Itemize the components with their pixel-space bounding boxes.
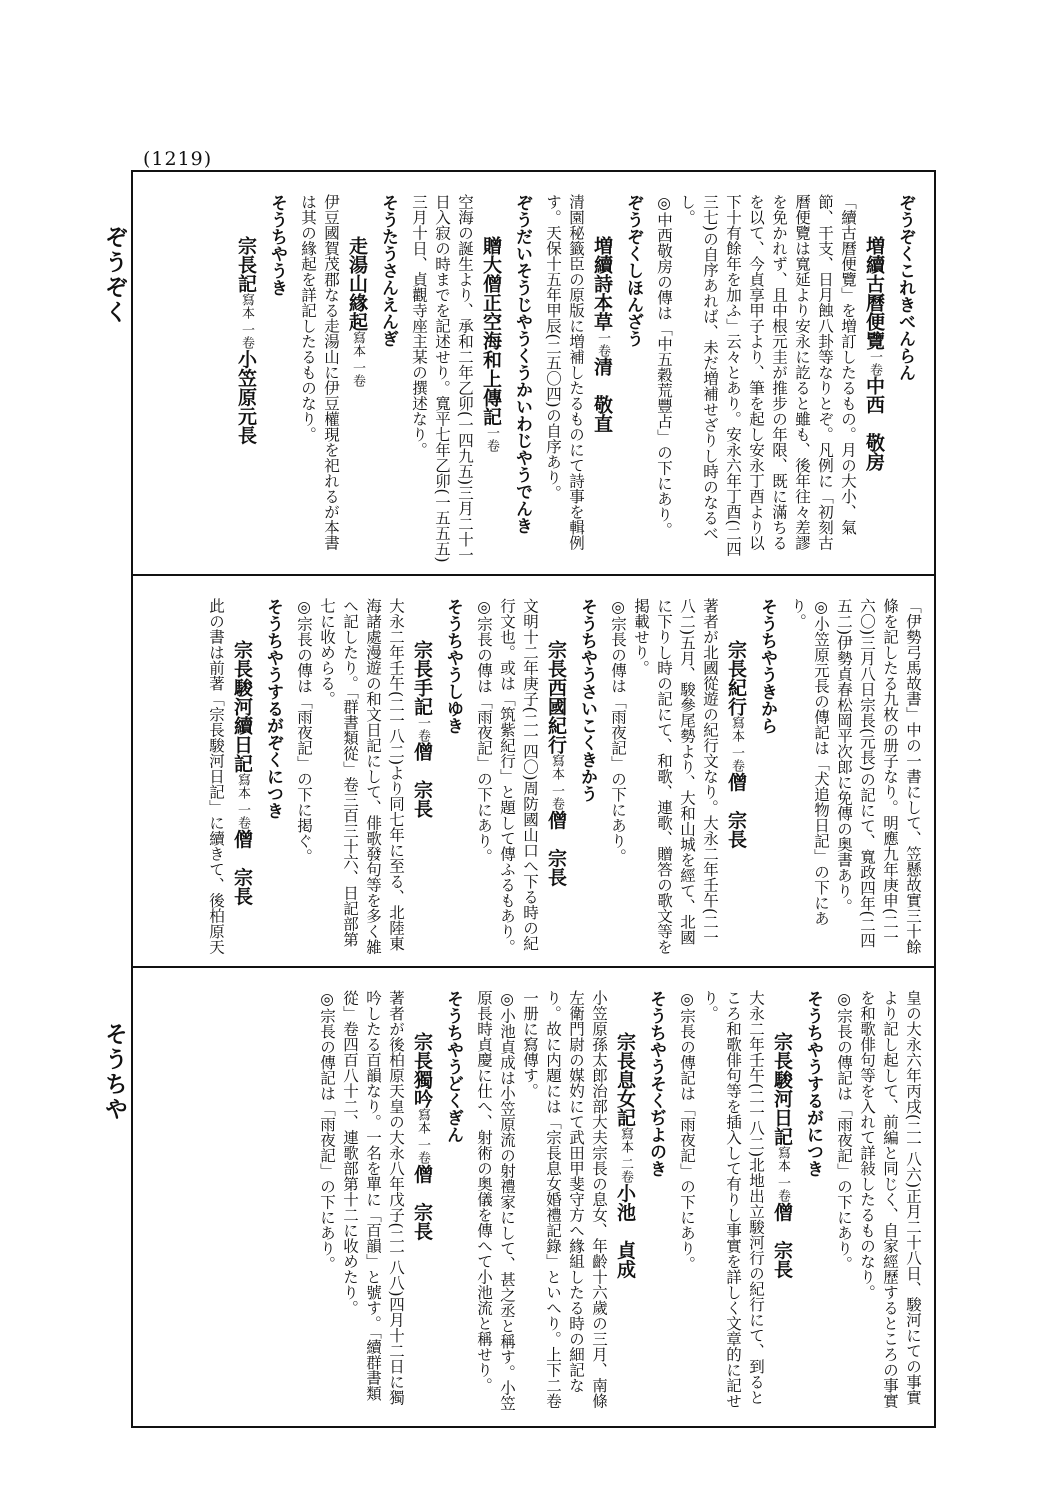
entry-kana-heading: そうちやうどくぎん (443, 990, 463, 1143)
entry-title-line (476, 194, 506, 564)
entry-note: ◎小笠原元長の傳記は「犬追物日記」の下にあり。 (789, 598, 830, 926)
entry-volumes: 寫本 一卷 (235, 772, 250, 829)
entry-volumes: 一卷 (484, 425, 499, 452)
entry-author: 僧 宗長 (231, 828, 253, 905)
entry-title: 宗長獨吟 (411, 1031, 433, 1108)
entry-kana-heading: ぞうぞくこれきべんらん (895, 194, 915, 381)
entry-note: ◎宗長の傳は「雨夜記」の下にあり。 (609, 598, 627, 864)
entry-kana-heading: そうちやうさいこくきかう (577, 598, 597, 802)
entry-author: 中西 敬房 (863, 375, 885, 471)
entry-volumes: 寫本 一卷 (775, 1145, 790, 1202)
entry-note: ◎小池貞成は小笠原流の射禮家にして、甚之丞と稱す。小笠原長時貞慶に仕へ、射術の奥儀を傳へて小池流と稱せり。 (475, 990, 516, 1411)
entry-author: 僧 宗長 (411, 741, 433, 818)
entry-volumes: 一卷 (595, 330, 610, 357)
entry-note: ◎宗長の傳記は「雨夜記」の下にあり。 (835, 990, 853, 1272)
entry-kana-heading: そうちやうするがぞくにつき (263, 598, 283, 819)
entry-volumes: 寫本 一卷 (239, 292, 254, 349)
entry-note: ◎宗長の傳記は「雨夜記」の下にあり。 (318, 990, 336, 1272)
entry-title-line (227, 598, 257, 956)
entry-author: 僧 宗長 (545, 809, 567, 886)
entry-body: 清園秘籤臣の原版に増補したるものにて詩事を輯例す。天保十五年甲辰(二五〇四)の自序あり。 (544, 194, 585, 551)
entry-kana-heading: ぞうぞくしほんざう (623, 194, 643, 347)
entry-volumes: 寫本 一卷 (350, 330, 365, 387)
band-bottom-column (133, 968, 934, 1426)
entry-title-line (767, 990, 797, 1416)
entry-body: 大永二年壬午(二一八二)より同七年に至る、北陸東海諸處漫遊の和文日記にして、俳歌發句等を多く雑へ記したり。「群書類從」卷三百三十六、日記部第七に收めらる。 (318, 598, 405, 955)
entry-title: 増續詩本草 (591, 235, 613, 331)
entry-body: 「續古曆便覽」を増訂したるもの。月の大小、氣節、干支、日月蝕八卦等なりとぞ。凡例に「初刻古曆便覽は寬延より安永に訖ると雖も、後年往々差謬を免かれず、且中根元圭が推步の年限、既に滿ちるを以て、今貞享甲子より、筆を起し安永丁酉より以下十有餘年を加ふ」云々とあり。安永六年丁酉(二四三七)の自序あれば、未だ増補せざりし時のなるべし。 (678, 194, 857, 557)
band-middle-column (133, 576, 934, 966)
entry-volumes: 一卷 (867, 349, 882, 376)
entry-title-line (721, 598, 751, 956)
entry-author: 小池 貞成 (614, 1182, 636, 1278)
entry-title: 宗長駿河日記 (771, 1031, 793, 1146)
entry-body: 著者が後柏原天皇の大永八年戊子(二一八八)四月十二日に獨吟したる百韻なり。一名を單に「百韻」と號す。「續群書類從」卷四百八十二、連歌部第十二に收めたり。 (341, 990, 405, 1406)
entry-title-line (610, 990, 640, 1416)
page-number: (1219) (143, 148, 213, 170)
entry-title: 宗長駿河續日記 (231, 639, 253, 773)
entry-title-line (407, 990, 437, 1416)
entry-kana-heading: そうたうさんえんぎ (378, 194, 398, 347)
entry-title: 宗長手記 (411, 639, 433, 716)
entry-author: 僧 宗長 (771, 1201, 793, 1278)
entry-author: 僧 宗長 (725, 771, 747, 848)
band-middle (133, 576, 934, 968)
entry-author: 僧 宗長 (411, 1163, 433, 1240)
entry-kana-heading: そうちやうき (267, 194, 287, 296)
entry-kana-heading: ぞうだいそうじやうくうかいわじやうでんき (512, 194, 532, 534)
entry-body: 著者が北國從遊の紀行文なり。大永二年壬午(二一八二)五月、駿參尾勢より、大和山城を經て、北國に下りし時の記にて、和歌、連歌、贈答の歌文等を掲載せり。 (632, 598, 719, 955)
entry-kana-heading: そうちやうするがにつき (803, 990, 823, 1177)
entry-volumes: 寫本 二卷 (618, 1126, 633, 1183)
entry-kana-heading: そうちやうきから (757, 598, 777, 734)
entry-kana-heading: そうちやうしゆき (443, 598, 463, 734)
band-top (133, 172, 934, 576)
entry-title-line (231, 194, 261, 564)
entry-note: ◎宗長の傳は「雨夜記」の下に掲ぐ。 (295, 598, 313, 864)
entry-volumes: 寫本 一卷 (415, 1107, 430, 1164)
entry-note: ◎宗長の傳は「雨夜記」の下にあり。 (475, 598, 493, 864)
entry-title: 宗長記 (235, 235, 257, 293)
entry-title: 宗長紀行 (725, 639, 747, 716)
entry-title: 増續古曆便覽 (863, 235, 885, 350)
entry-title-line (342, 194, 372, 564)
entry-note: ◎中西敬房の傳は「中五穀荒豐占」の下にあり。 (655, 194, 673, 538)
entry-title: 宗長西國紀行 (545, 639, 567, 754)
entry-title-line (541, 598, 571, 956)
guide-word-bottom: そうちや (101, 1022, 127, 1122)
entry-body: 皇の大永六年丙戌(二一八六)正月二十八日、駿河にての事實より記し起して、前編と同じく、自家經歷するところの事實を和歌俳句等を入れて詳敍したるものなり。 (858, 990, 922, 1409)
dictionary-frame (131, 170, 936, 1428)
guide-word-top: ぞうぞく (101, 225, 127, 325)
band-top-column (133, 172, 934, 574)
entry-body: 「伊勢弓馬故書」中の一書にして、笠懸故實三十餘條を記したる九枚の册子なり。明應九年庚申(二一六〇)三月八日宗長(元長)の記にて、寬政四年(二四五二)伊勢貞春松岡平次郎に免傳の奥書あり。 (835, 598, 922, 955)
entry-title-line (407, 598, 437, 956)
entry-volumes: 寫本 一卷 (729, 715, 744, 772)
entry-author: 清 敬直 (591, 356, 613, 433)
entry-title: 走湯山緣起 (346, 235, 368, 331)
entry-kana-heading: そうちやうそくぢよのき (646, 990, 666, 1177)
entry-author: 小笠原元長 (235, 348, 257, 444)
entry-title: 宗長息女記 (614, 1031, 636, 1127)
band-bottom (133, 968, 934, 1426)
entry-title-line (859, 194, 889, 564)
entry-body: 文明十二年庚子(二一四〇)周防國山口へ下る時の紀行文也。或は「筑紫紀行」と題して傳ふるもあり。 (498, 598, 539, 955)
entry-volumes: 一卷 (415, 715, 430, 742)
entry-title: 贈大僧正空海和上傳記 (480, 235, 502, 426)
entry-volumes: 寫本 一卷 (549, 753, 564, 810)
entry-note: ◎宗長の傳記は「雨夜記」の下にあり。 (678, 990, 696, 1272)
entry-body: 空海の誕生より、承和二年乙卯(一四九五)三月二十一日入寂の時までを記述せり。寬平七年乙卯(一五五五)三月十日、貞觀寺座主某の撰述なり。 (410, 194, 474, 563)
entry-body: 伊豆國賀茂郡なる走湯山に伊豆權現を祀れるが本書は其の緣起を詳記したるものなり。 (299, 194, 340, 551)
entry-body: 小笠原孫太郎治部大夫宗長の息女、年齡十六歲の三月、南條左衛門尉の媒妁にて武田甲斐守方へ緣組したる時の細記なり。故に内題には「宗長息女婚禮記錄」といへり。上下二卷一册に寫傳す。 (521, 990, 608, 1409)
entry-body: 此の書は前著「宗長駿河日記」に續きて、後柏原天 (207, 598, 225, 955)
entry-title-line (587, 194, 617, 564)
entry-body: 大永二年壬午(二一八二)北地出立駿河行の紀行にて、到るところ和歌俳句等を插入して有りし事實を詳しく文章的に記せり。 (701, 990, 765, 1409)
